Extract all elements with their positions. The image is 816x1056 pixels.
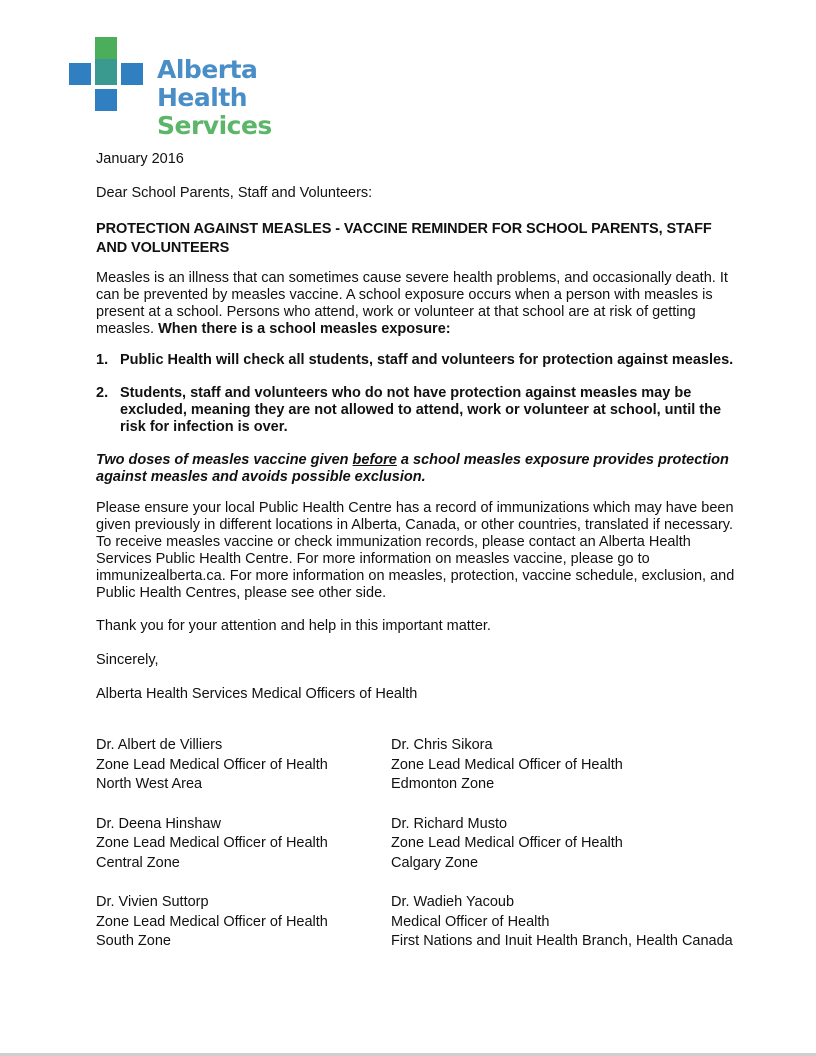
records-paragraph: Please ensure your local Public Health Centre has a record of immunizations which may have been given previously in different locations in Alberta, Canada, or other countries, translated if necessary. To receive measles vaccine or check immunization records, please contact an Alberta Health Services Public Health Centre. For more information on measles vaccine, please go to immunizealberta.ca. For more information on measles, protection, vaccine schedule, exclusion, and Public Health Centres, please see other side. xyxy=(96,500,735,601)
officer-title: Zone Lead Medical Officer of Health xyxy=(96,835,328,851)
officer-title: Zone Lead Medical Officer of Health xyxy=(391,756,623,773)
officer-name: Dr. Chris Sikora xyxy=(391,737,493,753)
list-item xyxy=(96,385,746,436)
officer-name: Dr. Vivien Suttorp xyxy=(96,894,209,910)
officer-title: Zone Lead Medical Officer of Health xyxy=(96,913,328,930)
emphasis-post: a school measles exposure provides protection against measles and avoids possible exclusion. xyxy=(96,452,729,485)
officer-title: Zone Lead Medical Officer of Health xyxy=(391,835,623,851)
letter-date: January 2016 xyxy=(96,151,184,167)
officer-area: Calgary Zone xyxy=(391,854,479,871)
logo-text-line2: Services xyxy=(157,111,272,140)
officer-area: Edmonton Zone xyxy=(391,776,495,792)
emphasis-pre: Two doses of measles vaccine given xyxy=(96,452,349,468)
list-item xyxy=(96,352,746,369)
ahs-logo xyxy=(69,37,329,140)
logo-text-line1: Alberta Health xyxy=(157,55,258,112)
officer-name: Dr. Deena Hinshaw xyxy=(96,815,221,832)
list-item-text: Public Health will check all students, staff and volunteers for protection against measles. xyxy=(120,352,734,368)
exposure-actions-list xyxy=(96,352,746,436)
officer-title: Zone Lead Medical Officer of Health xyxy=(96,756,328,773)
officer-name: Dr. Albert de Villiers xyxy=(96,737,223,753)
officer-block xyxy=(391,815,751,874)
thanks-paragraph: Thank you for your attention and help in this important matter. xyxy=(96,618,491,634)
officer-block xyxy=(391,893,751,952)
letter-body xyxy=(96,151,746,952)
officer-block xyxy=(96,815,391,874)
officer-title: Medical Officer of Health xyxy=(391,913,550,930)
ahs-cross-icon xyxy=(69,37,149,113)
letter-salutation: Dear School Parents, Staff and Volunteers: xyxy=(96,185,373,201)
officer-name: Dr. Wadieh Yacoub xyxy=(391,894,515,910)
list-item-text: Students, staff and volunteers who do not have protection against measles may be excluded, meaning they are not allowed to attend, work or volunteer at school, until the risk for infection is over. xyxy=(120,385,722,435)
letter-subject: PROTECTION AGAINST MEASLES - VACCINE REMINDER FOR SCHOOL PARENTS, STAFF AND VOLUNTEERS xyxy=(96,221,712,256)
officer-block xyxy=(391,736,751,795)
officer-area: Central Zone xyxy=(96,854,180,871)
closing: Sincerely, xyxy=(96,652,159,668)
list-item-number: 1. xyxy=(96,352,109,368)
emphasis-underlined: before xyxy=(352,452,397,468)
officer-name: Dr. Richard Musto xyxy=(391,815,508,832)
officer-area: North West Area xyxy=(96,776,203,792)
officers-grid xyxy=(96,736,746,952)
officer-area: South Zone xyxy=(96,933,171,949)
signoff: Alberta Health Services Medical Officers of Health xyxy=(96,686,418,702)
officer-area: First Nations and Inuit Health Branch, Health Canada xyxy=(391,933,733,949)
officer-block xyxy=(96,736,391,795)
list-item-number: 2. xyxy=(96,385,109,401)
emphasis-paragraph xyxy=(96,452,746,486)
intro-paragraph xyxy=(96,270,746,338)
intro-text: Measles is an illness that can sometimes cause severe health problems, and occasionally death. It can be prevented by measles vaccine. A school exposure occurs when a person with measles is present at a school. Persons who attend, work or volunteer at that school are at risk of getting measles. xyxy=(96,270,728,337)
officer-block xyxy=(96,893,391,952)
intro-bold-text: When there is a school measles exposure: xyxy=(158,321,451,337)
